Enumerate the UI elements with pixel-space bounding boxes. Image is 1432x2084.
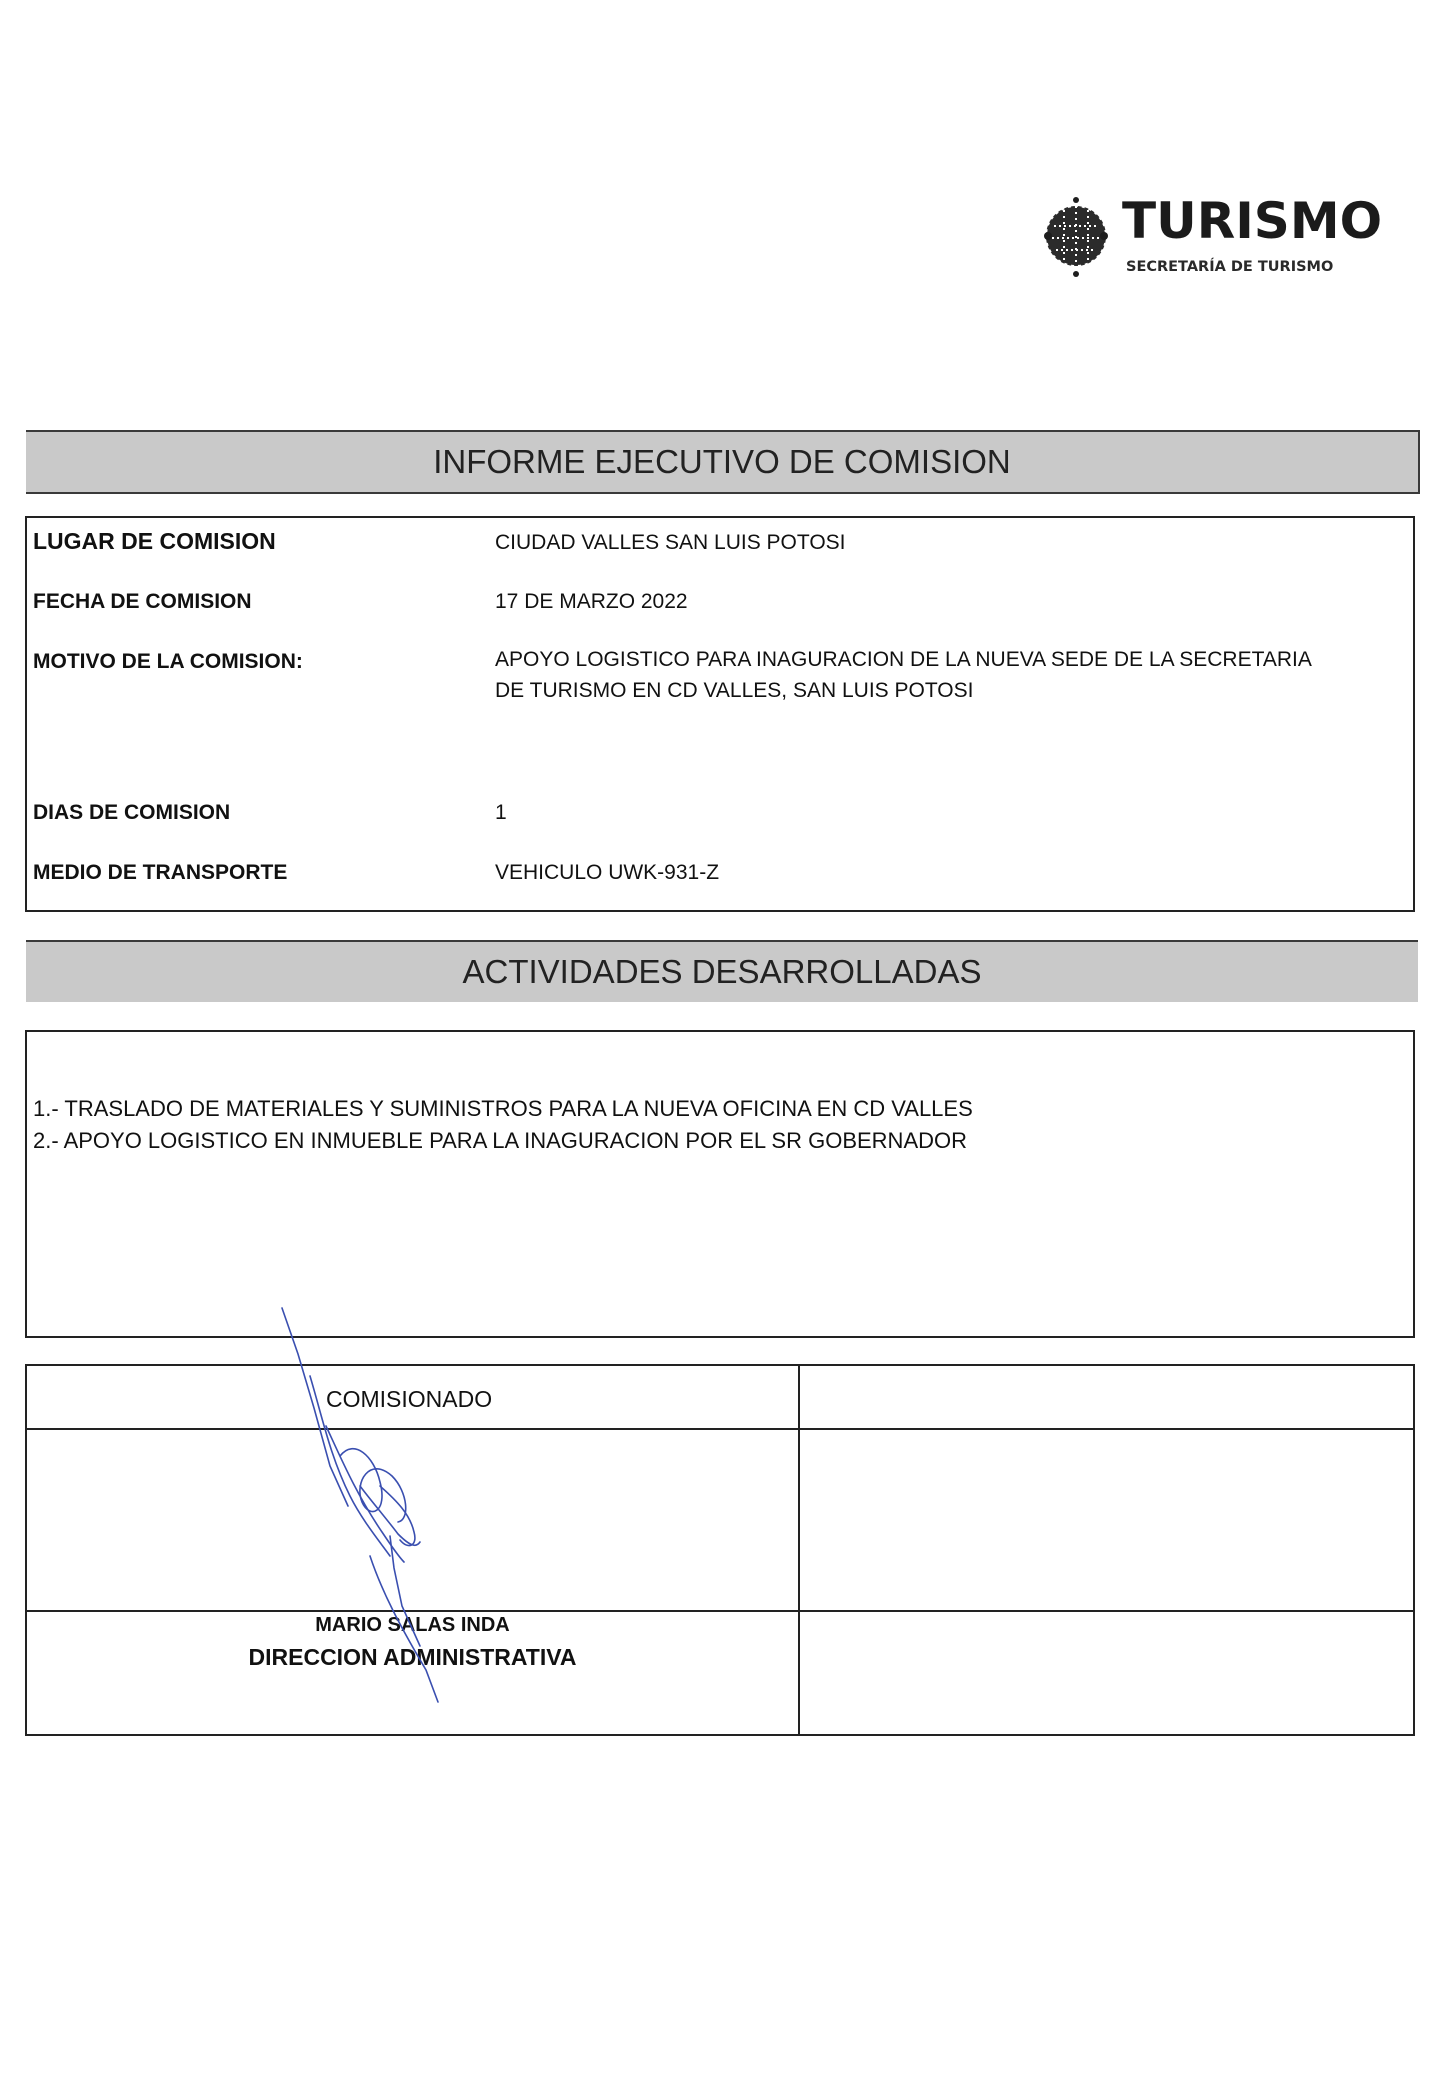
commissioned-header: COMISIONADO: [326, 1386, 493, 1412]
turismo-emblem-icon: [1040, 196, 1112, 280]
commission-info-box: [25, 516, 1415, 912]
motivo-value-line2: DE TURISMO EN CD VALLES, SAN LUIS POTOSI: [495, 679, 974, 702]
transporte-value: VEHICULO UWK-931-Z: [495, 861, 720, 884]
fecha-value: 17 DE MARZO 2022: [495, 590, 688, 613]
logo-subtitle: SECRETARÍA DE TURISMO: [1126, 259, 1334, 275]
report-title-bar: [26, 430, 1420, 494]
lugar-value: CIUDAD VALLES SAN LUIS POTOSI: [495, 531, 846, 554]
activity-item: 1.- TRASLADO DE MATERIALES Y SUMINISTROS PARA LA NUEVA OFICINA EN CD VALLES: [33, 1096, 973, 1121]
dias-value: 1: [495, 801, 507, 824]
motivo-value-line1: APOYO LOGISTICO PARA INAGURACION DE LA NUEVA SEDE DE LA SECRETARIA: [495, 648, 1312, 671]
logo-title: TURISMO: [1122, 192, 1383, 250]
signature-table: [25, 1364, 1415, 1736]
activities-box: [25, 1030, 1415, 1338]
report-title: INFORME EJECUTIVO DE COMISION: [433, 443, 1011, 480]
turismo-logo: [1040, 192, 1383, 286]
transporte-label: MEDIO DE TRANSPORTE: [33, 861, 288, 884]
signer-name: MARIO SALAS INDA: [315, 1614, 510, 1636]
activity-item: 2.- APOYO LOGISTICO EN INMUEBLE PARA LA INAGURACION POR EL SR GOBERNADOR: [33, 1128, 968, 1153]
table-divider: [27, 1428, 1413, 1430]
motivo-label: MOTIVO DE LA COMISION:: [33, 650, 303, 673]
table-divider: [798, 1366, 800, 1734]
activities-title-bar: [26, 940, 1418, 1002]
table-divider: [27, 1610, 1413, 1612]
signer-department: DIRECCION ADMINISTRATIVA: [248, 1644, 577, 1670]
fecha-label: FECHA DE COMISION: [33, 590, 252, 613]
activities-title: ACTIVIDADES DESARROLLADAS: [462, 953, 982, 990]
lugar-label: LUGAR DE COMISION: [33, 528, 276, 554]
dias-label: DIAS DE COMISION: [33, 801, 231, 824]
